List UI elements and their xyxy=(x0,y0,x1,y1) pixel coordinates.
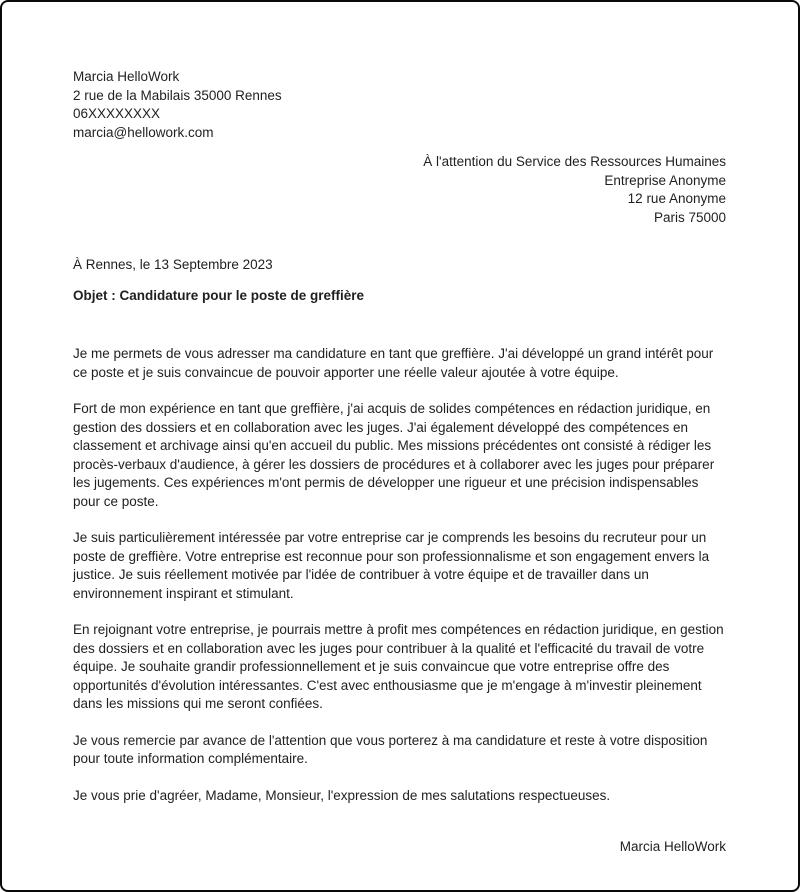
recipient-company: Entreprise Anonyme xyxy=(604,172,726,188)
paragraph-motivation: Je suis particulièrement intéressée par votre entreprise car je comprends les besoins du recruteur pour un poste de greffière. Votre entreprise est reconnue pour son professionnalisme et son engagement envers la justice. Je suis réellement motivée par l'idée de contribuer à votre équipe et de travailler dans un environnement inspirant et stimulant. xyxy=(73,530,710,601)
recipient-attention: À l'attention du Service des Ressources Humaines xyxy=(423,154,726,169)
date-line: À Rennes, le 13 Septembre 2023 xyxy=(73,257,273,272)
sender-email: marcia@hellowork.com xyxy=(73,124,214,140)
sender-phone: 06XXXXXXXX xyxy=(73,106,161,121)
recipient-city: Paris 75000 xyxy=(653,209,726,225)
signature: Marcia HelloWork xyxy=(619,839,726,854)
letter-body xyxy=(73,345,726,805)
recipient-address: 12 rue Anonyme xyxy=(627,191,726,206)
paragraph-closing: Je vous prie d'agréer, Madame, Monsieur, l'expression de mes salutations respectueuses. xyxy=(73,787,611,803)
paragraph-intro: Je me permets de vous adresser ma candidature en tant que greffière. J'ai développé un grand intérêt pour ce poste et je suis convaincue de pouvoir apporter une réelle valeur ajoutée à votre équipe. xyxy=(73,346,714,380)
paragraph-experience: Fort de mon expérience en tant que greffière, j'ai acquis de solides compétences en rédaction juridique, en gestion des dossiers et en collaboration avec les juges. J'ai également développé des compétences en classement et archivage ainsi qu'en accueil du public. Mes missions précédentes ont consisté à rédiger les procès-verbaux d'audience, à gérer les dossiers de procédures et à collaborer avec les juges pour préparer les jugements. Ces expériences m'ont permis de développer une rigueur et une précision indispensables pour ce poste. xyxy=(73,401,715,509)
subject-line: Objet : Candidature pour le poste de greffière xyxy=(73,287,365,303)
paragraph-contribution: En rejoignant votre entreprise, je pourrais mettre à profit mes compétences en rédaction juridique, en gestion des dossiers et en collaboration avec les juges pour contribuer à la qualité et l'efficacité du travail de votre équipe. Je souhaite grandir professionnellement et je suis convaincue que votre entreprise offre des opportunités d'évolution intéressantes. C'est avec enthousiasme que je m'engage à m'investir pleinement dans les missions qui me seront confiées. xyxy=(73,622,724,711)
paragraph-thanks: Je vous remercie par avance de l'attention que vous porterez à ma candidature et reste à votre disposition pour toute information complémentaire. xyxy=(73,732,708,766)
sender-name: Marcia HelloWork xyxy=(73,69,180,84)
sender-block xyxy=(73,68,726,142)
recipient-block xyxy=(73,153,726,227)
sender-address: 2 rue de la Mabilais 35000 Rennes xyxy=(73,87,282,103)
